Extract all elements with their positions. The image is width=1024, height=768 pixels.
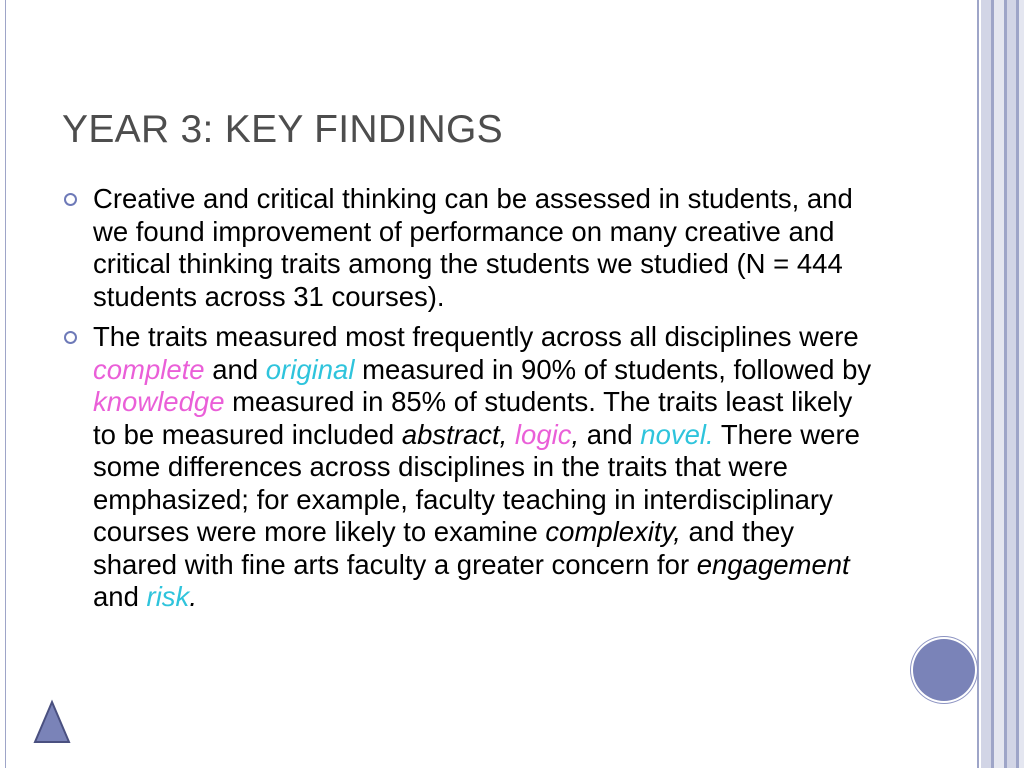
keyword-engagement: engagement (696, 548, 850, 580)
keyword-abstract: abstract, (401, 418, 508, 450)
bullet-item (60, 183, 880, 313)
keyword-novel: novel. (640, 418, 714, 450)
text-run: measured in 85% of students. The traits least likely to be measured included (93, 386, 853, 450)
text-run: measured in 90% of students, followed by (354, 353, 872, 385)
right-stripe (994, 0, 1004, 768)
keyword-risk: risk (146, 581, 190, 612)
slide-title: YEAR 3: KEY FINDINGS (62, 108, 503, 151)
bullet-list (60, 183, 880, 622)
text-run: There were some differences across disciplines in the traits that were emphasized; for example, faculty teaching in interdisciplinary courses were more likely to examine (93, 418, 860, 547)
bullet-item (60, 321, 880, 614)
text-run: . (189, 581, 197, 612)
right-stripe (981, 0, 991, 768)
text-run: , (571, 418, 580, 450)
text-run: The traits measured most frequently across all disciplines were (93, 321, 859, 352)
nav-triangle-icon[interactable] (32, 699, 72, 745)
decorative-circle-icon (913, 639, 975, 701)
text-run: and (93, 581, 147, 612)
text-run: and (579, 418, 641, 450)
text-run: and they shared with fine arts faculty a greater concern for (93, 516, 795, 580)
text-run (507, 419, 515, 450)
text-run: and (204, 353, 266, 385)
bullet-circle-icon (64, 331, 77, 344)
bullet-circle-icon (64, 193, 77, 206)
keyword-original: original (265, 353, 355, 385)
bullet-text: Creative and critical thinking can be assessed in students, and we found improvement of performance on many creative and critical thinking traits among the students we studied (N = 444 students across 31 courses). (93, 183, 853, 312)
right-stripe (977, 0, 979, 768)
left-border-line (5, 0, 6, 768)
keyword-complete: complete (93, 353, 205, 385)
keyword-logic: logic (514, 418, 572, 450)
right-stripe (1019, 0, 1024, 768)
keyword-complexity: complexity, (545, 516, 681, 547)
keyword-knowledge: knowledge (93, 386, 225, 417)
bullet-text (93, 321, 871, 612)
right-stripe (1007, 0, 1016, 768)
